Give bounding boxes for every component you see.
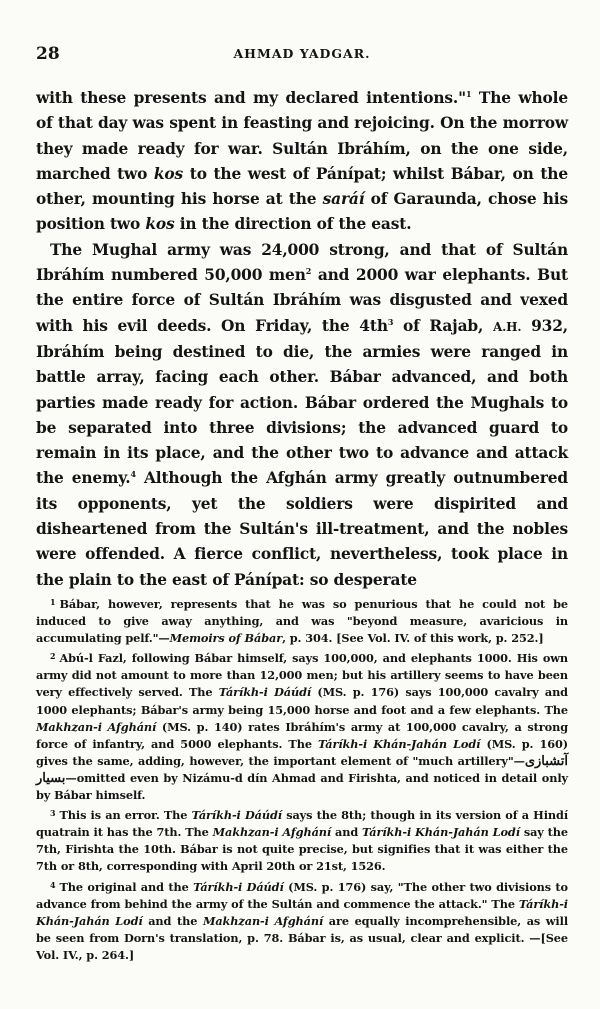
text-run: to the west of Pánípat; whilst Bábar, on the other, mounting his horse at the xyxy=(36,164,568,209)
text-run: Bábar, however, represents that he was so penurious that he could not be induced to give away anything, and was "beyond measure, avaricious in accumulating pelf."— xyxy=(36,597,568,646)
text-run: (MS. p. 140) rates Ibráhím's army at 100,000 cavalry, a strong force of infantry, and 5000 elephants. The xyxy=(36,719,568,751)
footnote-ref-1: 1 xyxy=(465,88,472,99)
italic-term: kos xyxy=(153,164,184,183)
text-run: in the direction of the east. xyxy=(174,215,412,234)
footnote-number: 2 xyxy=(50,651,56,662)
text-run: of Garaunda, chose his position two xyxy=(36,190,568,234)
text-run: The Mughal army was 24,000 strong, and that of Sultán Ibráhím numbered 50,000 men xyxy=(36,240,568,285)
text-run: says the 8th; though in its version of a Hindí quatrain it has the 7th. The xyxy=(36,808,569,840)
text-run: (MS. p. 176) say, "The other two divisions to advance from behind the army of the Sultán and commence the attack." The xyxy=(36,879,568,911)
text-run: and xyxy=(331,825,363,840)
footnote-4 xyxy=(36,877,568,964)
text-run: (MS. p. 160) gives the same, adding, however, the important element of "much artillery"— xyxy=(36,736,569,768)
footnote-3 xyxy=(36,805,568,875)
text-run: The whole of that day was spent in feasting and rejoicing. On the morrow they made ready for war. Sultán Ibráhím, on the one side, marched two xyxy=(36,89,568,183)
text-run: —omitted even by Nizámu-d dín Ahmad and Firishta, and noticed in detail only by Bábar himself. xyxy=(36,770,568,803)
paragraph-1 xyxy=(36,86,568,238)
source-title: Táríkh-i Khán-Jahán Lodí xyxy=(36,896,568,928)
footnote-ref-2: 2 xyxy=(305,265,312,276)
source-title: Táríkh-i Dáúdí xyxy=(191,808,282,823)
text-run: and the xyxy=(142,913,203,928)
italic-term: kos xyxy=(145,215,175,234)
text-run: (MS. p. 176) says 100,000 cavalry and 1000 elephants; Bábar's army being 15,000 horse and foot and a few elephants. The xyxy=(36,685,568,717)
text-run: The original and the xyxy=(59,879,194,894)
main-text xyxy=(36,86,568,593)
footnote-number: 3 xyxy=(50,808,56,819)
text-run: say the 7th, Firishta the 10th. Bábar is not quite precise, but signifies that it was either the 7th or 8th, corresponding with April 20th or 21st, 1526. xyxy=(36,825,568,874)
page-number: 28 xyxy=(36,44,60,64)
text-run: are equally incomprehensible, as will be seen from Dorn's translation, p. 78. Bábar is, as usual, clear and explicit. —[See Vol. IV., p. 264.] xyxy=(36,913,569,962)
footnote-ref-4: 4 xyxy=(130,469,136,480)
text-run: Although the Afghán army greatly outnumbered its opponents, yet the soldiers were dispirited and disheartened from the Sultán's ill-treatment, and the nobles were offended. A fierce conflict, nevertheless, took place in the plain to the east of Pánípat: so desperate xyxy=(36,469,568,589)
text-run: , p. 304. [See Vol. IV. of this work, p. 252.] xyxy=(282,631,544,646)
page-header xyxy=(36,44,568,66)
footnote-number: 1 xyxy=(50,597,56,607)
source-title: Táríkh-i Dáúdí xyxy=(193,879,284,894)
source-title: Táríkh-i Khán-Jahán Lodí xyxy=(362,825,520,840)
source-title: Táríkh-i Dáúdí xyxy=(218,685,312,700)
text-run: 932, Ibráhím being destined to die, the armies were ranged in battle array, facing each other. Bábar advanced, and both parties made ready for action. Bábar ordered the Mughals to be separated into three divisions; the advanced guard to remain in its place, and the other two to advance and attack the enemy. xyxy=(36,316,568,488)
text-run: with these presents and my declared intentions." xyxy=(36,89,466,107)
footnotes xyxy=(36,594,568,965)
source-title: Táríkh-i Khán-Jahán Lodí xyxy=(318,736,481,751)
source-title: Memoirs of Bábar xyxy=(169,631,283,646)
footnote-1 xyxy=(36,594,568,647)
source-title: Makhzan-i Afghání xyxy=(202,913,324,928)
italic-term: saráí xyxy=(322,190,365,209)
text-run: Abú-l Fazl, following Bábar himself, says 100,000, and elephants 1000. His own army did not amount to more than 12,000 men; but his artillery seems to have been very effectively served. The xyxy=(36,651,568,700)
paragraph-2 xyxy=(36,238,568,593)
source-title: Makhzan-i Afghání xyxy=(212,825,332,840)
era-abbrev: A.H. xyxy=(492,319,522,334)
text-run: of Rajab, xyxy=(393,316,493,335)
footnote-ref-3: 3 xyxy=(387,316,394,327)
running-head: AHMAD YADGAR. xyxy=(233,46,371,61)
persian-phrase: آتشبازی بسیار xyxy=(36,753,568,786)
footnote-number: 4 xyxy=(50,879,56,890)
text-run: This is an error. The xyxy=(59,808,192,823)
footnote-2 xyxy=(36,648,568,804)
text-run: and 2000 war elephants. But the entire force of Sultán Ibráhím was disgusted and vexed with his evil deeds. On Friday, the 4th xyxy=(36,266,569,335)
source-title: Makhzan-i Afghání xyxy=(36,719,157,734)
